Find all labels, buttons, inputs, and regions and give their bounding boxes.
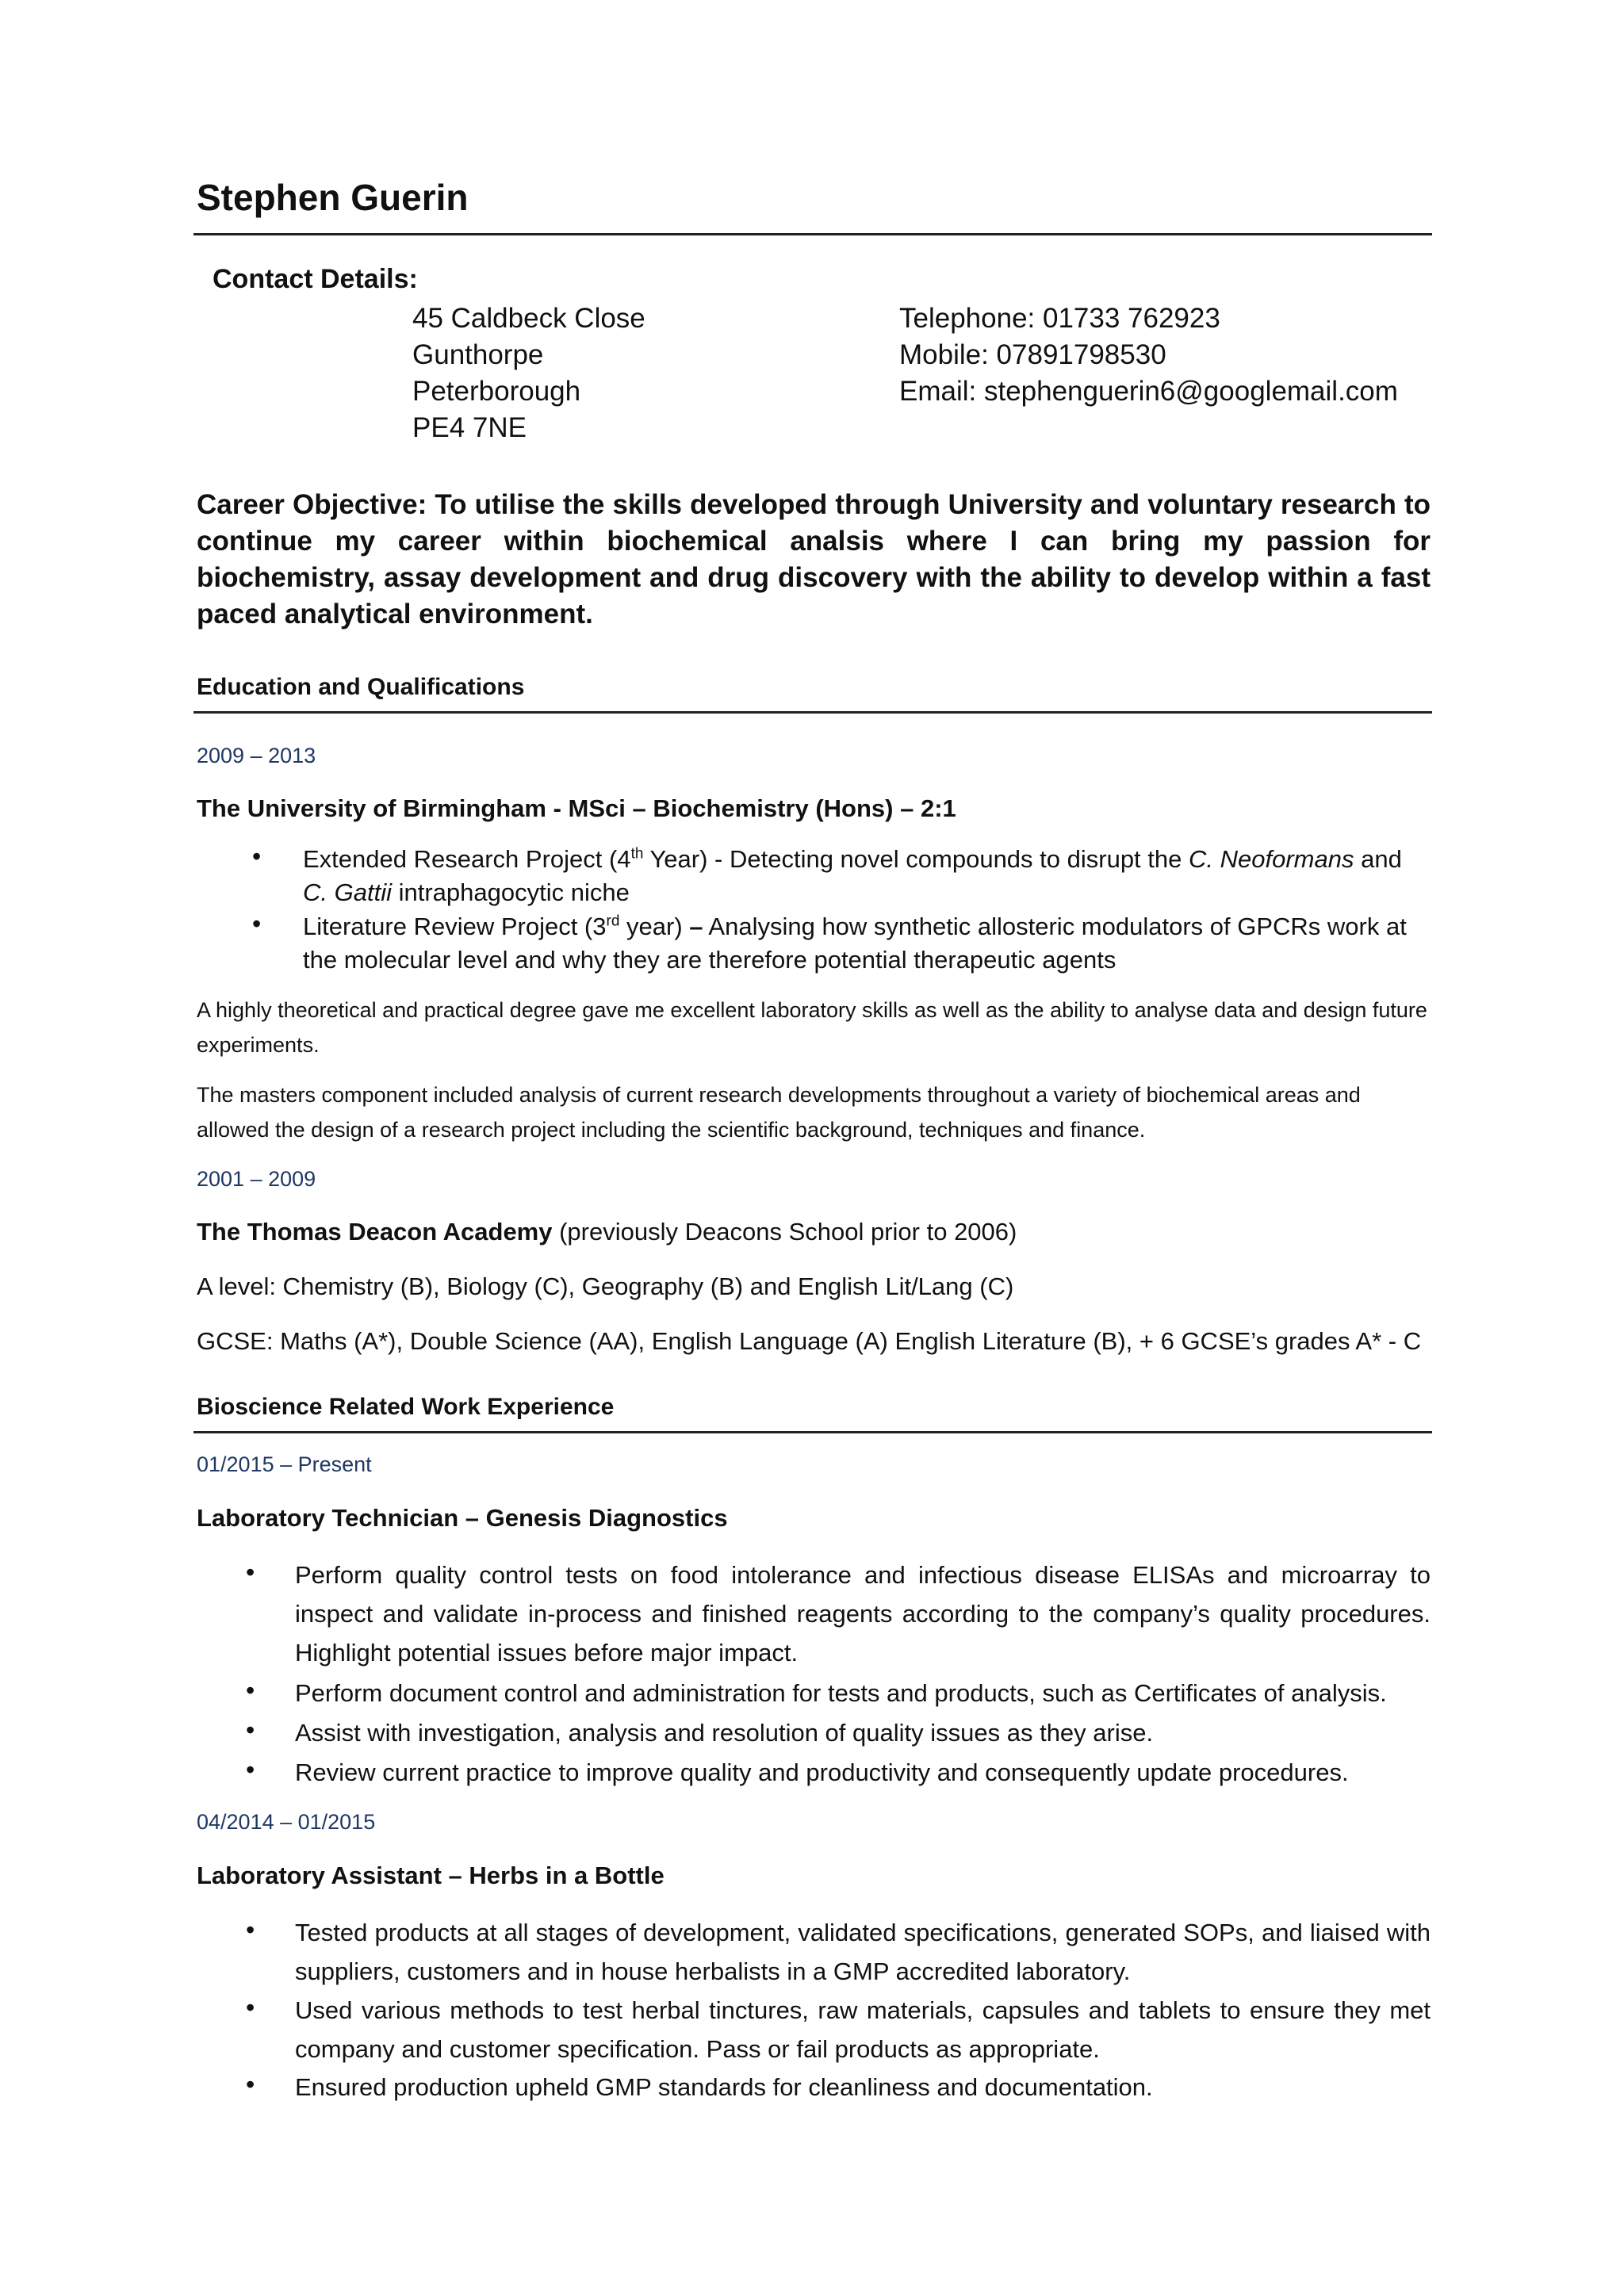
job2-bullet: Used various methods to test herbal tinctures, raw materials, capsules and tablets to ensure they met company and customer specification. Pass or fail products as appropriate. bbox=[295, 1996, 1431, 2063]
address-line: PE4 7NE bbox=[412, 412, 527, 443]
uni-summary-2: The masters component included analysis of current research developments throughout a variety of biochemical areas and allowed the design of a research project including the scientific background, techniques and finance. bbox=[197, 1083, 1361, 1142]
bullet: • bbox=[246, 1716, 255, 1744]
bullet: • bbox=[246, 2070, 255, 2099]
header-rule bbox=[193, 233, 1432, 235]
job2-dates: 04/2014 – 01/2015 bbox=[197, 1810, 376, 1834]
bullet: • bbox=[246, 1915, 255, 1944]
gcses: GCSE: Maths (A*), Double Science (AA), English Language (A) English Literature (B), + 6 GCSE’s grades A* - C bbox=[197, 1327, 1422, 1355]
uni-bullet-1: Extended Research Project (4th Year) - Detecting novel compounds to disrupt the C. Neoformans and C. Gattii intraphagocytic niche bbox=[303, 845, 1402, 906]
school-dates: 2001 – 2009 bbox=[197, 1167, 316, 1191]
work-rule bbox=[193, 1431, 1432, 1433]
job1-bullet: Review current practice to improve quality and productivity and consequently update procedures. bbox=[295, 1758, 1349, 1786]
job2-title: Laboratory Assistant – Herbs in a Bottle bbox=[197, 1862, 665, 1889]
bullet: • bbox=[246, 1755, 255, 1784]
career-objective: Career Objective: To utilise the skills developed through University and voluntary research to continue my career within biochemical analsis where I can bring my passion for biochemistry, assay development and drug discovery with the ability to develop within a fast paced analytical environment. bbox=[197, 489, 1431, 629]
school-line bbox=[197, 1218, 1017, 1246]
a-levels: A level: Chemistry (B), Biology (C), Geography (B) and English Lit/Lang (C) bbox=[197, 1272, 1014, 1300]
bullet: • bbox=[252, 909, 262, 938]
bullet: • bbox=[246, 1558, 255, 1586]
address-line: Gunthorpe bbox=[412, 339, 544, 370]
job1-dates: 01/2015 – Present bbox=[197, 1452, 372, 1476]
bullet: • bbox=[246, 1993, 255, 2022]
job1-title: Laboratory Technician – Genesis Diagnostics bbox=[197, 1504, 728, 1532]
uni-title: The University of Birmingham - MSci – Biochemistry (Hons) – 2:1 bbox=[197, 794, 956, 822]
school-name: The Thomas Deacon Academy bbox=[197, 1218, 553, 1246]
telephone: Telephone: 01733 762923 bbox=[899, 303, 1220, 334]
work-heading: Bioscience Related Work Experience bbox=[197, 1394, 615, 1420]
job2-bullet: Ensured production upheld GMP standards for cleanliness and documentation. bbox=[295, 2073, 1153, 2101]
address-line: Peterborough bbox=[412, 376, 581, 407]
job2-bullet: Tested products at all stages of development, validated specifications, generated SOPs, and liaised with suppliers, customers and in house herbalists in a GMP accredited laboratory. bbox=[295, 1919, 1431, 1985]
education-heading: Education and Qualifications bbox=[197, 674, 525, 700]
address-line: 45 Caldbeck Close bbox=[412, 303, 645, 334]
job1-bullet: Assist with investigation, analysis and resolution of quality issues as they arise. bbox=[295, 1719, 1154, 1747]
bullet: • bbox=[252, 842, 262, 871]
email: Email: stephenguerin6@googlemail.com bbox=[899, 376, 1398, 407]
bullet: • bbox=[246, 1676, 255, 1705]
job1-bullet: Perform quality control tests on food intolerance and infectious disease ELISAs and microarray to inspect and validate in-process and finished reagents according to the company’s quality procedures. Highlight potential issues before major impact. bbox=[295, 1561, 1431, 1667]
applicant-name: Stephen Guerin bbox=[197, 177, 469, 218]
education-rule bbox=[193, 711, 1432, 714]
uni-bullet-2: Literature Review Project (3rd year) – Analysing how synthetic allosteric modulators of GPCRs work at the molecular level and why they are therefore potential therapeutic agents bbox=[303, 913, 1407, 974]
school-note: (previously Deacons School prior to 2006) bbox=[552, 1218, 1017, 1246]
uni-summary-1: A highly theoretical and practical degree gave me excellent laboratory skills as well as the ability to analyse data and design future experiments. bbox=[197, 998, 1427, 1057]
job1-bullet: Perform document control and administration for tests and products, such as Certificates of analysis. bbox=[295, 1679, 1387, 1707]
mobile: Mobile: 07891798530 bbox=[899, 339, 1166, 370]
contact-label: Contact Details: bbox=[213, 264, 418, 294]
uni-dates: 2009 – 2013 bbox=[197, 744, 316, 767]
